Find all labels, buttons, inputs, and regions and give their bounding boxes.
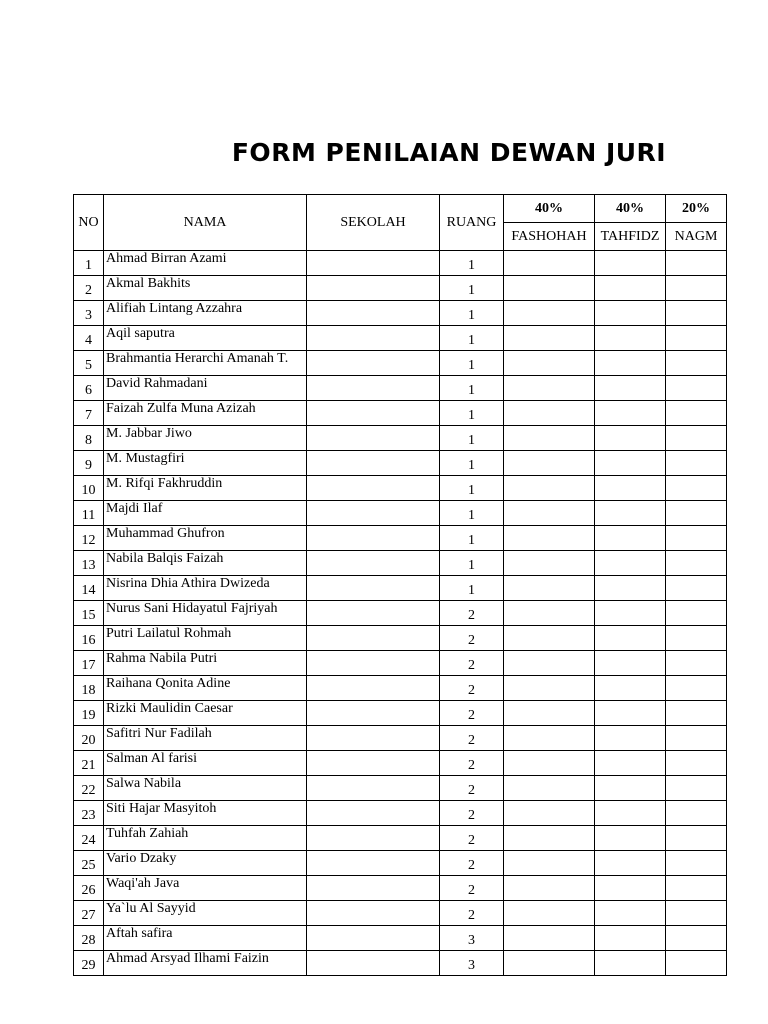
row-fashohah-cell[interactable] [504,501,595,526]
row-no: 9 [74,451,104,476]
row-ruang: 2 [440,876,504,901]
row-sekolah-cell[interactable] [307,376,440,401]
row-nama: Brahmantia Herarchi Amanah T. [104,351,307,376]
row-tahfidz-cell[interactable] [595,701,666,726]
table-row [74,901,727,926]
row-ruang: 2 [440,826,504,851]
row-sekolah-cell[interactable] [307,826,440,851]
row-nagm-cell[interactable] [666,801,727,826]
row-no: 23 [74,801,104,826]
row-no: 1 [74,251,104,276]
row-fashohah-cell[interactable] [504,426,595,451]
row-nama: Nisrina Dhia Athira Dwizeda [104,576,307,601]
table-row [74,651,727,676]
row-sekolah-cell[interactable] [307,576,440,601]
row-ruang: 2 [440,776,504,801]
table-row [74,601,727,626]
row-ruang: 1 [440,576,504,601]
table-row [74,876,727,901]
row-tahfidz-cell[interactable] [595,251,666,276]
row-sekolah-cell[interactable] [307,951,440,976]
row-no: 29 [74,951,104,976]
table-row [74,401,727,426]
row-ruang: 1 [440,451,504,476]
row-fashohah-cell[interactable] [504,776,595,801]
row-nama: Safitri Nur Fadilah [104,726,307,751]
row-fashohah-cell[interactable] [504,251,595,276]
row-nama: Putri Lailatul Rohmah [104,626,307,651]
row-sekolah-cell[interactable] [307,901,440,926]
row-ruang: 1 [440,426,504,451]
row-sekolah-cell[interactable] [307,501,440,526]
row-sekolah-cell[interactable] [307,651,440,676]
row-ruang: 1 [440,526,504,551]
table-row [74,276,727,301]
row-nama: Nurus Sani Hidayatul Fajriyah [104,601,307,626]
table-row [74,801,727,826]
row-nagm-cell[interactable] [666,626,727,651]
row-sekolah-cell[interactable] [307,926,440,951]
row-fashohah-cell[interactable] [504,301,595,326]
row-fashohah-cell[interactable] [504,601,595,626]
row-sekolah-cell[interactable] [307,626,440,651]
row-nagm-cell[interactable] [666,726,727,751]
header-weight-tahfidz: 40% [595,195,666,223]
row-nama: Faizah Zulfa Muna Azizah [104,401,307,426]
row-fashohah-cell[interactable] [504,351,595,376]
row-sekolah-cell[interactable] [307,401,440,426]
row-nama: Majdi Ilaf [104,501,307,526]
row-tahfidz-cell[interactable] [595,876,666,901]
row-ruang: 2 [440,651,504,676]
page-title: FORM PENILAIAN DEWAN JURI [231,138,667,167]
row-fashohah-cell[interactable] [504,376,595,401]
row-fashohah-cell[interactable] [504,926,595,951]
row-fashohah-cell[interactable] [504,726,595,751]
row-no: 10 [74,476,104,501]
row-nagm-cell[interactable] [666,876,727,901]
row-no: 2 [74,276,104,301]
row-fashohah-cell[interactable] [504,651,595,676]
row-ruang: 2 [440,626,504,651]
row-tahfidz-cell[interactable] [595,751,666,776]
header-fashohah: FASHOHAH [504,223,595,251]
row-tahfidz-cell[interactable] [595,301,666,326]
table-row [74,376,727,401]
row-ruang: 1 [440,551,504,576]
table-row [74,251,727,276]
row-no: 20 [74,726,104,751]
row-fashohah-cell[interactable] [504,951,595,976]
row-fashohah-cell[interactable] [504,801,595,826]
row-ruang: 2 [440,726,504,751]
row-fashohah-cell[interactable] [504,276,595,301]
row-ruang: 1 [440,301,504,326]
row-nama: Aqil saputra [104,326,307,351]
row-nama: Ahmad Arsyad Ilhami Faizin [104,951,307,976]
row-fashohah-cell[interactable] [504,851,595,876]
row-fashohah-cell[interactable] [504,401,595,426]
row-ruang: 2 [440,801,504,826]
row-ruang: 1 [440,501,504,526]
row-fashohah-cell[interactable] [504,626,595,651]
row-sekolah-cell[interactable] [307,751,440,776]
row-nagm-cell[interactable] [666,301,727,326]
table-row [74,451,727,476]
header-sekolah: SEKOLAH [307,195,440,251]
row-tahfidz-cell[interactable] [595,626,666,651]
header-nama: NAMA [104,195,307,251]
table-row [74,351,727,376]
row-no: 11 [74,501,104,526]
row-nama: M. Jabbar Jiwo [104,426,307,451]
row-nagm-cell[interactable] [666,751,727,776]
row-no: 26 [74,876,104,901]
row-tahfidz-cell[interactable] [595,351,666,376]
row-nagm-cell[interactable] [666,851,727,876]
row-tahfidz-cell[interactable] [595,276,666,301]
row-no: 19 [74,701,104,726]
row-nagm-cell[interactable] [666,451,727,476]
score-table [73,194,727,976]
row-ruang: 2 [440,851,504,876]
table-row [74,926,727,951]
row-sekolah-cell[interactable] [307,276,440,301]
row-nagm-cell[interactable] [666,326,727,351]
row-no: 18 [74,676,104,701]
row-tahfidz-cell[interactable] [595,451,666,476]
row-tahfidz-cell[interactable] [595,926,666,951]
row-nama: Muhammad Ghufron [104,526,307,551]
row-nagm-cell[interactable] [666,926,727,951]
row-fashohah-cell[interactable] [504,876,595,901]
row-ruang: 1 [440,251,504,276]
row-sekolah-cell[interactable] [307,701,440,726]
row-ruang: 1 [440,476,504,501]
table-row [74,701,727,726]
row-no: 21 [74,751,104,776]
row-tahfidz-cell[interactable] [595,676,666,701]
row-fashohah-cell[interactable] [504,901,595,926]
row-nama: M. Rifqi Fakhruddin [104,476,307,501]
row-fashohah-cell[interactable] [504,326,595,351]
row-nagm-cell[interactable] [666,601,727,626]
row-no: 12 [74,526,104,551]
row-no: 22 [74,776,104,801]
row-ruang: 1 [440,351,504,376]
row-fashohah-cell[interactable] [504,476,595,501]
row-nagm-cell[interactable] [666,526,727,551]
row-tahfidz-cell[interactable] [595,776,666,801]
table-row [74,751,727,776]
row-ruang: 2 [440,751,504,776]
row-no: 24 [74,826,104,851]
table-row [74,851,727,876]
row-ruang: 2 [440,901,504,926]
table-row [74,501,727,526]
row-ruang: 3 [440,926,504,951]
row-nagm-cell[interactable] [666,426,727,451]
row-sekolah-cell[interactable] [307,326,440,351]
row-no: 7 [74,401,104,426]
table-row [74,551,727,576]
row-nama: Raihana Qonita Adine [104,676,307,701]
row-nagm-cell[interactable] [666,376,727,401]
row-nagm-cell[interactable] [666,401,727,426]
header-weight-nagm: 20% [666,195,727,223]
row-fashohah-cell[interactable] [504,676,595,701]
row-sekolah-cell[interactable] [307,526,440,551]
row-sekolah-cell[interactable] [307,876,440,901]
table-row [74,676,727,701]
row-nagm-cell[interactable] [666,551,727,576]
row-ruang: 1 [440,401,504,426]
row-tahfidz-cell[interactable] [595,901,666,926]
row-sekolah-cell[interactable] [307,676,440,701]
row-ruang: 3 [440,951,504,976]
row-ruang: 2 [440,601,504,626]
row-sekolah-cell[interactable] [307,301,440,326]
row-sekolah-cell[interactable] [307,726,440,751]
row-nagm-cell[interactable] [666,901,727,926]
row-nagm-cell[interactable] [666,351,727,376]
row-tahfidz-cell[interactable] [595,576,666,601]
row-ruang: 2 [440,676,504,701]
row-nama: Ahmad Birran Azami [104,251,307,276]
row-tahfidz-cell[interactable] [595,326,666,351]
row-nagm-cell[interactable] [666,501,727,526]
row-nama: Ya`lu Al Sayyid [104,901,307,926]
table-row [74,301,727,326]
row-sekolah-cell[interactable] [307,451,440,476]
row-no: 15 [74,601,104,626]
row-tahfidz-cell[interactable] [595,851,666,876]
row-ruang: 1 [440,326,504,351]
row-tahfidz-cell[interactable] [595,476,666,501]
row-tahfidz-cell[interactable] [595,426,666,451]
row-nama: M. Mustagfiri [104,451,307,476]
row-tahfidz-cell[interactable] [595,401,666,426]
row-ruang: 2 [440,701,504,726]
row-nagm-cell[interactable] [666,951,727,976]
row-tahfidz-cell[interactable] [595,376,666,401]
row-nama: Rizki Maulidin Caesar [104,701,307,726]
row-no: 5 [74,351,104,376]
row-sekolah-cell[interactable] [307,776,440,801]
row-tahfidz-cell[interactable] [595,551,666,576]
row-fashohah-cell[interactable] [504,751,595,776]
row-nagm-cell[interactable] [666,676,727,701]
row-tahfidz-cell[interactable] [595,601,666,626]
table-row [74,626,727,651]
row-tahfidz-cell[interactable] [595,801,666,826]
row-nagm-cell[interactable] [666,576,727,601]
table-row [74,426,727,451]
row-fashohah-cell[interactable] [504,701,595,726]
row-no: 17 [74,651,104,676]
row-nama: Tuhfah Zahiah [104,826,307,851]
row-fashohah-cell[interactable] [504,826,595,851]
header-no: NO [74,195,104,251]
header-tahfidz: TAHFIDZ [595,223,666,251]
row-sekolah-cell[interactable] [307,801,440,826]
row-fashohah-cell[interactable] [504,526,595,551]
row-tahfidz-cell[interactable] [595,726,666,751]
table-row [74,326,727,351]
row-sekolah-cell[interactable] [307,476,440,501]
table-row [74,951,727,976]
row-nagm-cell[interactable] [666,651,727,676]
header-ruang: RUANG [440,195,504,251]
row-no: 4 [74,326,104,351]
header-nagm: NAGM [666,223,727,251]
row-sekolah-cell[interactable] [307,601,440,626]
row-nama: David Rahmadani [104,376,307,401]
table-row [74,726,727,751]
header-weight-fashohah: 40% [504,195,595,223]
row-no: 16 [74,626,104,651]
row-ruang: 1 [440,276,504,301]
row-sekolah-cell[interactable] [307,851,440,876]
row-fashohah-cell[interactable] [504,551,595,576]
table-row [74,576,727,601]
row-nama: Salwa Nabila [104,776,307,801]
row-sekolah-cell[interactable] [307,351,440,376]
row-nagm-cell[interactable] [666,276,727,301]
row-nama: Rahma Nabila Putri [104,651,307,676]
row-no: 25 [74,851,104,876]
row-tahfidz-cell[interactable] [595,526,666,551]
row-tahfidz-cell[interactable] [595,826,666,851]
row-no: 8 [74,426,104,451]
row-nama: Nabila Balqis Faizah [104,551,307,576]
row-nagm-cell[interactable] [666,251,727,276]
row-no: 14 [74,576,104,601]
row-no: 28 [74,926,104,951]
row-no: 27 [74,901,104,926]
table-row [74,476,727,501]
row-nama: Alifiah Lintang Azzahra [104,301,307,326]
table-body [74,251,727,976]
table-row [74,826,727,851]
row-sekolah-cell[interactable] [307,426,440,451]
row-tahfidz-cell[interactable] [595,501,666,526]
row-nama: Aftah safira [104,926,307,951]
row-nagm-cell[interactable] [666,701,727,726]
row-nama: Siti Hajar Masyitoh [104,801,307,826]
row-tahfidz-cell[interactable] [595,651,666,676]
row-nama: Vario Dzaky [104,851,307,876]
row-ruang: 1 [440,376,504,401]
table-row [74,776,727,801]
row-nama: Salman Al farisi [104,751,307,776]
row-no: 13 [74,551,104,576]
row-fashohah-cell[interactable] [504,451,595,476]
row-nagm-cell[interactable] [666,826,727,851]
row-nagm-cell[interactable] [666,476,727,501]
row-nama: Akmal Bakhits [104,276,307,301]
table-row [74,526,727,551]
row-tahfidz-cell[interactable] [595,951,666,976]
row-sekolah-cell[interactable] [307,251,440,276]
row-fashohah-cell[interactable] [504,576,595,601]
row-nama: Waqi'ah Java [104,876,307,901]
row-no: 6 [74,376,104,401]
row-no: 3 [74,301,104,326]
row-sekolah-cell[interactable] [307,551,440,576]
row-nagm-cell[interactable] [666,776,727,801]
